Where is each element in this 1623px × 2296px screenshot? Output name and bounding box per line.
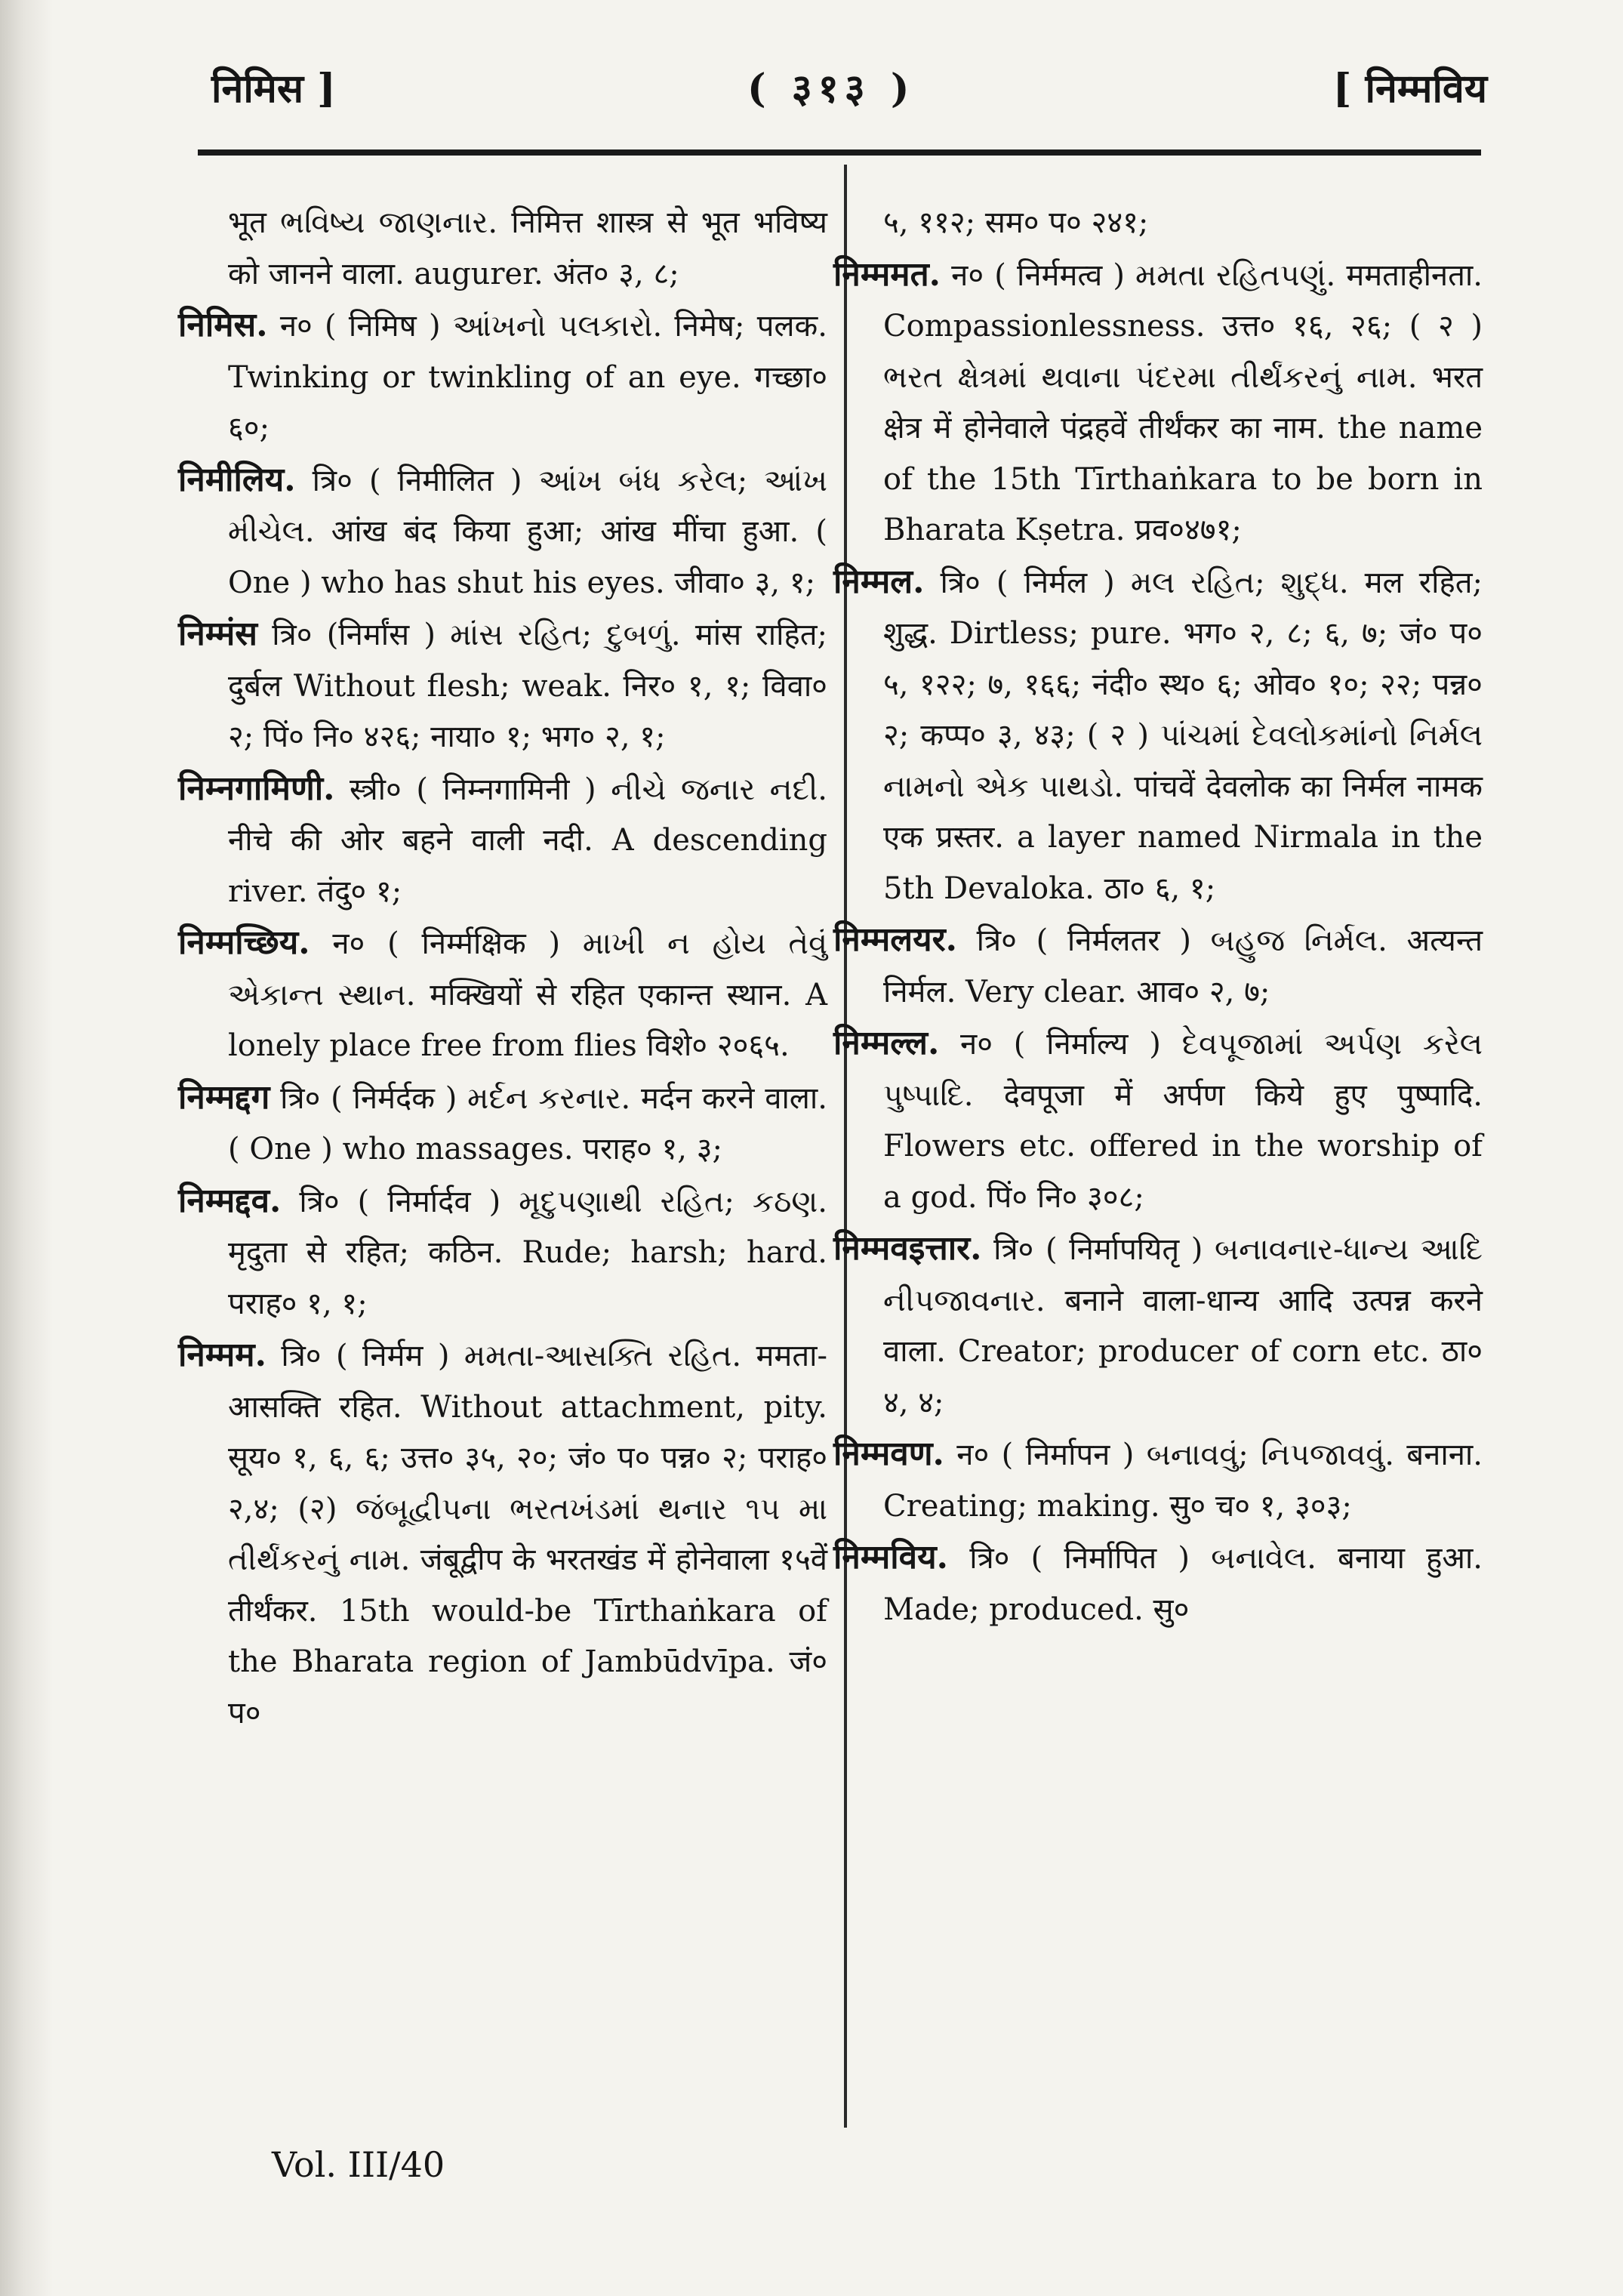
- entry-headword: निम्मंस: [178, 615, 258, 653]
- entry-text: त्रि० ( निर्मर्दक ) મર્દન કરનાર. मर्दन करने वाला. ( One ) who massages. पराह० १, ३;: [228, 1080, 827, 1166]
- dictionary-entry: [178, 1330, 827, 1739]
- entry-text: न० ( निर्म्मक्षिक ) માખી ન હોય તેવું એકાન્ત સ્થાન. मक्खियों से रहित एकान्त स्थान. A lonely place free from flies विशे० २०६५.: [228, 926, 827, 1063]
- entry-text: त्रि० ( निर्मलतर ) બહુજ નિર્મલ. अत्यन्त निर्मल. Very clear. आव० २, ७;: [883, 923, 1483, 1009]
- entry-text: भूत ભવિષ્ય જાણનાર. निमित्त शास्त्र से भूत भविष्य को जानने वाला. augurer. अंत० ३, ८;: [228, 205, 827, 291]
- dictionary-entry-continued: [833, 198, 1483, 249]
- dictionary-entry: [833, 1018, 1483, 1223]
- dictionary-entry: [178, 1176, 827, 1330]
- entry-text: स्त्री० ( निम्नगामिनी ) નીચે જનાર નદી. नीचे की ओर बहने वाली नदी. A descending river. तंदु० १;: [228, 772, 828, 909]
- entry-text: त्रि० ( निर्मार्दव ) મૃદુપણાથી રહિત; કઠણ. मृदुता से रहित; कठिन. Rude; harsh; hard. पराह० १, १;: [228, 1184, 827, 1321]
- page-number: ( ३१३ ): [747, 66, 916, 112]
- entry-text: ५, ११२; सम० प० २४१;: [883, 205, 1149, 240]
- entry-headword: निम्मवण.: [833, 1435, 944, 1473]
- dictionary-entry: [178, 455, 827, 609]
- entry-headword: निम्मच्छिय.: [178, 923, 310, 962]
- dictionary-entry: [178, 763, 827, 918]
- entry-headword: निमिस.: [178, 306, 268, 344]
- dictionary-entry: [833, 914, 1483, 1018]
- header-right-guideword: [ निम्मविय: [1332, 66, 1487, 112]
- entry-text: त्रि० (निर्मांस ) માંસ રહિત; દુબળું. मांस राहित; दुर्बल Without flesh; weak. निर० १, १; विवा० २; पिं० नि० ४२६; नाया० १; भग० २, १;: [228, 618, 827, 754]
- header-left-guideword: निमिस ]: [211, 66, 336, 112]
- entry-headword: निम्मद्दव.: [178, 1181, 282, 1220]
- volume-footer: Vol. III/40: [272, 2144, 445, 2185]
- entry-text: न० ( निर्माल्य ) દેવપૂજામાં અર્પણ કરેલ પુષ્પાદિ. देवपूजा में अर्पण किये हुए पुष्पादि. Flowers etc. offered in the worship of a god. पिं० नि० ३०८;: [883, 1027, 1483, 1215]
- dictionary-entry: [833, 556, 1483, 915]
- entry-text: त्रि० ( निर्मल ) મલ રહિત; શુદ્ધ. मल रहित; शुद्ध. Dirtless; pure. भग० २, ८; ६, ७; जं० प० ५, १२२; ७, १६६; नंदी० स्थ० ६; ओव० १०; २२; पन्न० २; कप्प० ३, ४३; ( २ ) પાંચમાં દેવલોકમાંનો નિર્મલ નામનો એક પાથડો. पांचवें देवलोक का निर्मल नामक एक प्रस्तर. a layer named Nirmala in the 5th Devaloka. ठा० ६, १;: [883, 565, 1483, 906]
- entry-headword: निम्मम.: [178, 1336, 266, 1374]
- entry-headword: निम्मल.: [833, 562, 925, 601]
- entry-text: न० ( निर्ममत्व ) મમતા રહિતપણું. ममताहीनता. Compassionlessness. उत्त० १६, २६; ( २ ) ભરત ક્ષેત્રમાં થવાના પંદરમા તીર્થંકરનું નામ. भरत क्षेत्र में होनेवाले पंद्रहवें तीर्थंकर का नाम. the name of the 15th Tīrthaṅkara to be born in Bharata Kṣetra. प्रव०४७१;: [883, 257, 1483, 547]
- entry-headword: निम्नगामिणी.: [178, 769, 335, 808]
- entry-headword: निमीलिय.: [178, 460, 296, 499]
- entry-headword: निम्मवइत्तार.: [833, 1229, 982, 1268]
- entry-text: न० ( निमिष ) આંખનો પલકારો. निमेष; पलक. Twinking or twinkling of an eye. गच्छा० ६०;: [228, 309, 827, 445]
- entry-headword: निम्मविय.: [833, 1538, 948, 1576]
- entry-headword: निम्ममत.: [833, 254, 941, 294]
- right-column: [833, 198, 1483, 1635]
- entry-headword: निम्मल्ल.: [833, 1024, 940, 1062]
- entry-text: त्रि० ( निर्मम ) મમતા-આસક્તિ રહિત. ममता-आसक्ति रहित. Without attachment, pity. सूय० १, ६, ६; उत्त० ३५, २०; जं० प० पन्न० २; पराह० २,४; (२) જંબૂદ્વીપના ભરતખંડમાં થનાર ૧૫ મા તીર્થંકરનું નામ. जंबूद्वीप के भरतखंड में होनेवाला १५वें तीर्थंकर. 15th would-be Tīrthaṅkara of the Bharata region of Jambūdvīpa. जं० प०: [228, 1339, 828, 1730]
- dictionary-entry: [178, 1072, 827, 1176]
- entry-headword: निम्मद्दग: [178, 1077, 270, 1117]
- dictionary-entry: [178, 917, 827, 1072]
- entry-text: त्रि० ( निर्मापित ) બનાવેલ. बनाया हुआ. Made; produced. सु०: [883, 1541, 1483, 1627]
- dictionary-entry: [833, 1223, 1483, 1428]
- left-column: [178, 198, 827, 1739]
- dictionary-entry: [833, 1532, 1483, 1635]
- dictionary-entry: [833, 1428, 1483, 1532]
- scanned-page-edge: [0, 0, 53, 2296]
- entry-text: त्रि० ( निर्मापयितृ ) બનાવનાર-ધાન્ય આદિ નીપજાવનાર. बनाने वाला-धान्य आदि उत्पन्न करने वाला. Creator; producer of corn etc. ठा० ४, ४;: [883, 1232, 1483, 1420]
- header-rule: [198, 149, 1481, 156]
- entry-text: त्रि० ( निमीलित ) આંખ બંધ કરેલ; આંખ મીચેલ. आंख बंद किया हुआ; आंख मींचा हुआ. ( One ) who has shut his eyes. जीवा० ३, १;: [228, 463, 827, 600]
- dictionary-entry: [178, 609, 827, 763]
- dictionary-entry: [178, 300, 827, 455]
- entry-headword: निम्मलयर.: [833, 920, 957, 959]
- entry-text: न० ( निर्मापन ) બનાવવું; નિપજાવવું. बनाना. Creating; making. सु० च० १, ३०३;: [883, 1438, 1483, 1524]
- dictionary-entry: [833, 249, 1483, 556]
- dictionary-entry-continued: [178, 198, 827, 300]
